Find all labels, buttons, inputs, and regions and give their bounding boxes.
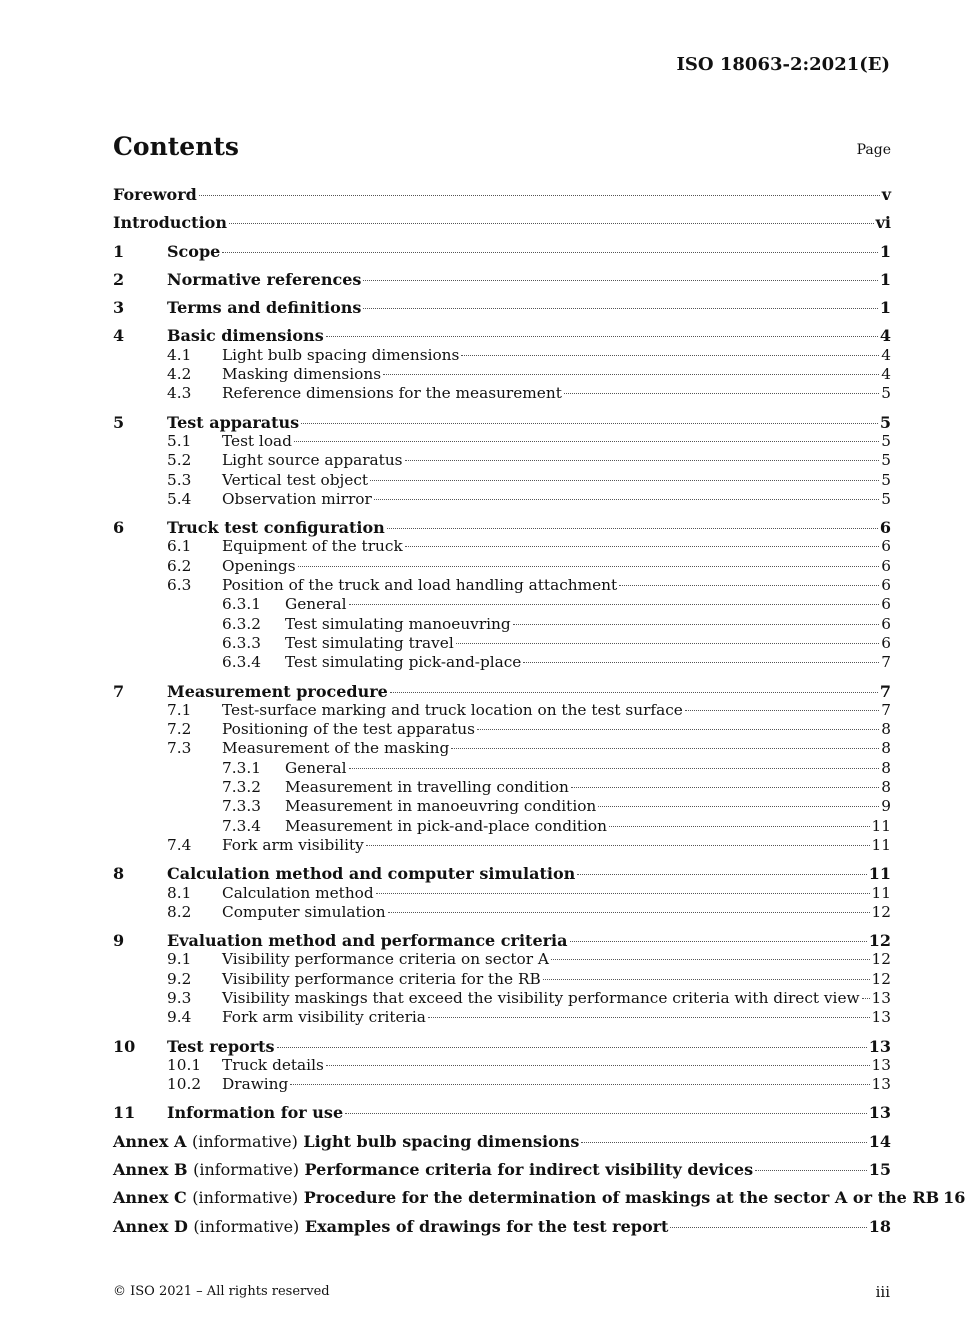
toc-entry-page: 6 [881,633,891,652]
toc-entry[interactable] [113,634,891,653]
toc-entry[interactable] [113,490,891,509]
toc-entry-title [113,1217,668,1236]
toc-entry-title: Measurement procedure [167,681,388,701]
toc-entry-number: 7.1 [167,700,192,719]
toc-entry-number: 6.3.4 [222,653,261,672]
toc-entry-title: Positioning of the test apparatus [222,720,475,739]
toc-entry-title: Fork arm visibility [222,835,364,854]
toc-entry-title: Openings [222,556,296,575]
dot-leader [543,979,870,980]
dot-leader [564,393,879,394]
annex-title: Light bulb spacing dimensions [303,1131,580,1151]
toc-entry-title: Vertical test object [222,470,369,489]
toc-entry[interactable] [113,213,891,232]
toc-entry-page: 8 [881,739,891,758]
dot-leader [577,874,866,875]
dot-leader [619,585,879,586]
toc-entry[interactable] [113,346,891,365]
toc-entry[interactable] [113,1103,891,1122]
toc-entry-number: 9.2 [167,969,192,988]
toc-entry-title: Measurement of the masking [222,739,450,758]
toc-entry-page: 7 [881,700,891,719]
toc-entry-number: 7.3.2 [222,778,261,797]
toc-entry[interactable] [113,298,891,317]
toc-entry-number: 9.3 [167,988,192,1007]
toc-entry[interactable] [113,384,891,403]
toc-entry-page: 13 [871,988,891,1007]
dot-leader [326,1065,870,1066]
dot-leader [366,845,870,846]
toc-entry[interactable] [113,557,891,576]
toc-entry[interactable] [113,576,891,595]
toc-entry-page: 5 [879,412,891,432]
toc-entry-page: v [881,185,891,204]
toc-entry-number: 6.3.1 [222,595,261,614]
toc-entry-number: 5.1 [167,431,192,450]
toc-entry-number: 4.3 [167,384,192,403]
dot-leader [571,787,879,788]
toc-entry-title [113,1160,753,1179]
toc-entry[interactable] [113,797,891,816]
document-id: ISO 18063-2:2021(E) [676,54,890,75]
toc-entry-number: 10 [113,1036,136,1056]
annex-label: Annex B [113,1160,188,1180]
toc-entry-number: 6.1 [167,537,192,556]
dot-leader [363,280,877,281]
toc-entry[interactable] [113,1037,891,1056]
toc-entry-page: 7 [881,653,891,672]
toc-entry-number: 7.2 [167,720,192,739]
toc-entry-page: 13 [871,1075,891,1094]
toc-entry-page: 14 [868,1131,891,1151]
toc-entry-page: 18 [868,1216,891,1236]
toc-entry-title: Test load [222,431,292,450]
toc-entry-number: 7.3.4 [222,816,261,835]
dot-leader [294,441,879,442]
toc-entry-page: 5 [881,384,891,403]
annex-label: Annex C [113,1188,187,1208]
toc-entry-page: 11 [871,835,891,854]
table-of-contents [113,185,965,1236]
toc-entry[interactable] [113,615,891,634]
toc-entry-title: Test-surface marking and truck location on the test surface [222,700,683,719]
toc-entry-title: Truck test configuration [167,518,385,538]
toc-entry-number: 6.3.2 [222,614,261,633]
toc-entry-title: Visibility performance criteria on sector A [222,950,549,969]
toc-entry[interactable] [113,682,891,701]
toc-entry[interactable] [113,836,891,855]
toc-entry-page: 5 [881,431,891,450]
dot-leader [685,710,879,711]
toc-entry-page: 13 [871,1008,891,1027]
toc-entry-page: 11 [868,864,891,884]
toc-entry-number: 4.2 [167,365,192,384]
toc-entry[interactable] [113,701,891,720]
annex-label: Annex A [113,1131,187,1151]
dot-leader [598,806,879,807]
toc-entry-page: 8 [881,778,891,797]
dot-leader [370,480,879,481]
dot-leader [451,748,879,749]
toc-entry[interactable] [113,884,891,903]
toc-entry-number: 2 [113,269,125,289]
toc-entry-title: Normative references [167,269,362,289]
toc-entry-title: Test simulating manoeuvring [285,614,511,633]
toc-entry-title: Test simulating travel [285,633,454,652]
toc-entry-number: 7.3.3 [222,797,261,816]
toc-entry-page: 1 [879,241,891,261]
toc-entry[interactable] [113,989,891,1008]
toc-entry-title: Calculation method and computer simulation [167,864,576,884]
toc-entry-title: Test simulating pick-and-place [285,653,522,672]
dot-leader [383,374,879,375]
toc-entry-title: Measurement in pick-and-place condition [285,816,607,835]
toc-entry-number: 9.4 [167,1008,192,1027]
toc-entry-page: 6 [881,614,891,633]
annex-title: Procedure for the determination of maskings at the sector A or the RB [303,1188,940,1208]
toc-entry-title: Masking dimensions [222,365,382,384]
toc-entry-title: Scope [167,241,221,261]
dot-leader [199,195,880,196]
toc-entry-number: 9 [113,931,125,951]
toc-entry-page: 1 [879,269,891,289]
dot-leader [349,604,880,605]
dot-leader [405,546,880,547]
toc-entry-number: 7.3.1 [222,758,261,777]
toc-entry-title: Information for use [167,1103,344,1123]
toc-entry[interactable] [113,537,891,556]
toc-entry[interactable] [113,326,891,345]
toc-entry-title: Introduction [113,213,227,233]
toc-entry[interactable] [113,970,891,989]
footer-page-number: iii [875,1283,890,1301]
dot-leader [461,355,879,356]
toc-entry-number: 11 [113,1103,136,1123]
toc-entry-page: 1 [879,298,891,318]
annex-type: (informative) [193,1216,300,1236]
dot-leader [349,768,880,769]
toc-entry-number: 8.1 [167,883,192,902]
toc-entry-number: 6.3 [167,576,192,595]
toc-entry-title: Reference dimensions for the measurement [222,384,562,403]
toc-entry-title: Evaluation method and performance criteria [167,931,568,951]
toc-entry-page: 13 [868,1036,891,1056]
toc-entry[interactable] [113,451,891,470]
toc-entry[interactable] [113,1160,891,1179]
toc-entry-number: 8 [113,864,125,884]
toc-entry-number: 6.3.3 [222,633,261,652]
annex-title: Performance criteria for indirect visibility devices [304,1160,754,1180]
toc-entry-title: General [285,758,347,777]
dot-leader [298,566,880,567]
toc-entry[interactable] [113,1217,891,1236]
toc-entry-page: 7 [879,681,891,701]
toc-entry-title: Observation mirror [222,489,372,508]
toc-entry-page: 6 [881,556,891,575]
dot-leader [301,423,878,424]
toc-entry-number: 4.1 [167,345,192,364]
dot-leader [456,643,880,644]
toc-entry-page: 13 [868,1103,891,1123]
toc-entry-title: Drawing [222,1075,289,1094]
dot-leader [513,624,880,625]
dot-leader [570,941,867,942]
dot-leader [390,692,878,693]
dot-leader [862,998,870,999]
dot-leader [477,729,879,730]
dot-leader [363,308,877,309]
toc-entry-title: Light source apparatus [222,451,403,470]
toc-entry-title: Visibility maskings that exceed the visibility performance criteria with direct view [222,988,860,1007]
dot-leader [523,662,879,663]
toc-entry[interactable] [113,365,891,384]
toc-entry[interactable] [113,720,891,739]
toc-entry[interactable] [113,778,891,797]
toc-entry-number: 10.2 [167,1075,202,1094]
toc-entry-page: 4 [881,345,891,364]
toc-entry-title: Light bulb spacing dimensions [222,345,460,364]
dot-leader [374,499,879,500]
page-title: Contents [113,132,240,161]
toc-entry-title: Equipment of the truck [222,537,403,556]
toc-entry-page: 13 [871,1055,891,1074]
toc-entry-number: 5.4 [167,489,192,508]
toc-entry-page: 6 [881,537,891,556]
dot-leader [405,460,880,461]
annex-label: Annex D [113,1216,188,1236]
toc-entry-title: Calculation method [222,883,374,902]
annex-type: (informative) [192,1188,299,1208]
toc-entry[interactable] [113,864,891,883]
toc-entry[interactable] [113,185,891,204]
toc-entry-page: 12 [868,931,891,951]
toc-entry[interactable] [113,817,891,836]
toc-entry-title: Computer simulation [222,902,386,921]
dot-leader [326,336,878,337]
annex-type: (informative) [191,1131,298,1151]
dot-leader [670,1227,866,1228]
toc-entry-number: 10.1 [167,1055,202,1074]
dot-leader [387,528,878,529]
toc-entry[interactable] [113,518,891,537]
toc-entry-page: 5 [881,489,891,508]
toc-entry-title: Measurement in travelling condition [285,778,569,797]
toc-entry-page: 8 [881,720,891,739]
toc-entry[interactable] [113,653,891,672]
toc-entry-number: 8.2 [167,902,192,921]
toc-entry-page: 4 [879,326,891,346]
dot-leader [581,1142,866,1143]
toc-entry[interactable] [113,1008,891,1027]
dot-leader [755,1170,867,1171]
toc-entry-page: 12 [871,969,891,988]
toc-entry-page: 11 [871,816,891,835]
dot-leader [609,826,870,827]
dot-leader [345,1113,867,1114]
toc-entry-number: 5 [113,412,125,432]
toc-entry-page: vi [875,213,891,233]
dot-leader [290,1084,869,1085]
toc-entry-page: 12 [871,950,891,969]
toc-entry[interactable] [113,471,891,490]
dot-leader [388,912,870,913]
toc-entry[interactable] [113,1188,965,1208]
footer-copyright: © ISO 2021 – All rights reserved [113,1284,330,1299]
toc-entry-page: 8 [881,758,891,777]
toc-entry-title: Truck details [222,1055,324,1074]
toc-entry-title: Terms and definitions [167,298,362,318]
toc-entry-number: 6.2 [167,556,192,575]
toc-entry-title: General [285,595,347,614]
toc-entry-title: Position of the truck and load handling attachment [222,576,618,595]
toc-entry-title: Foreword [113,185,197,204]
dot-leader [376,893,870,894]
dot-leader [428,1017,870,1018]
toc-entry-page: 6 [881,576,891,595]
annex-title: Examples of drawings for the test report [304,1216,669,1236]
toc-entry[interactable] [113,1056,891,1075]
toc-entry-title [113,1188,939,1207]
toc-entry-number: 5.2 [167,451,192,470]
dot-leader [229,223,874,224]
toc-entry-page: 5 [881,470,891,489]
annex-type: (informative) [193,1160,299,1180]
toc-entry-page: 11 [871,883,891,902]
toc-entry[interactable] [113,1075,891,1094]
dot-leader [277,1047,867,1048]
toc-entry-title: Visibility performance criteria for the RB [222,969,541,988]
toc-entry-number: 7 [113,681,125,701]
toc-entry-page: 15 [868,1160,891,1180]
toc-entry-number: 7.4 [167,835,192,854]
toc-entry-title: Fork arm visibility criteria [222,1008,426,1027]
toc-entry[interactable] [113,739,891,758]
toc-entry-number: 4 [113,326,125,346]
dot-leader [551,959,870,960]
toc-entry[interactable] [113,950,891,969]
toc-entry[interactable] [113,413,891,432]
toc-entry-number: 5.3 [167,470,192,489]
toc-entry-title: Measurement in manoeuvring condition [285,797,597,816]
toc-entry[interactable] [113,931,891,950]
toc-entry[interactable] [113,432,891,451]
toc-entry-number: 3 [113,298,125,318]
toc-entry[interactable] [113,242,891,261]
toc-entry[interactable] [113,903,891,922]
dot-leader [222,252,878,253]
page-column-label: Page [856,142,891,158]
toc-entry-title [113,1132,579,1151]
toc-entry[interactable] [113,595,891,614]
toc-entry-page: 6 [881,595,891,614]
toc-entry-number: 7.3 [167,739,192,758]
toc-entry[interactable] [113,759,891,778]
toc-entry-page: 4 [881,365,891,384]
toc-entry-page: 9 [881,797,891,816]
toc-entry-title: Test reports [167,1036,275,1056]
toc-entry-title: Test apparatus [167,412,300,432]
toc-entry-page: 12 [871,902,891,921]
toc-entry-number: 6 [113,518,125,538]
toc-entry-page: 5 [881,451,891,470]
toc-entry-page: 6 [879,518,891,538]
toc-entry-number: 1 [113,241,125,261]
toc-entry[interactable] [113,1132,891,1151]
toc-entry-page: 16 [943,1188,965,1208]
toc-entry-number: 9.1 [167,950,192,969]
toc-entry-title: Basic dimensions [167,326,324,346]
toc-entry[interactable] [113,270,891,289]
